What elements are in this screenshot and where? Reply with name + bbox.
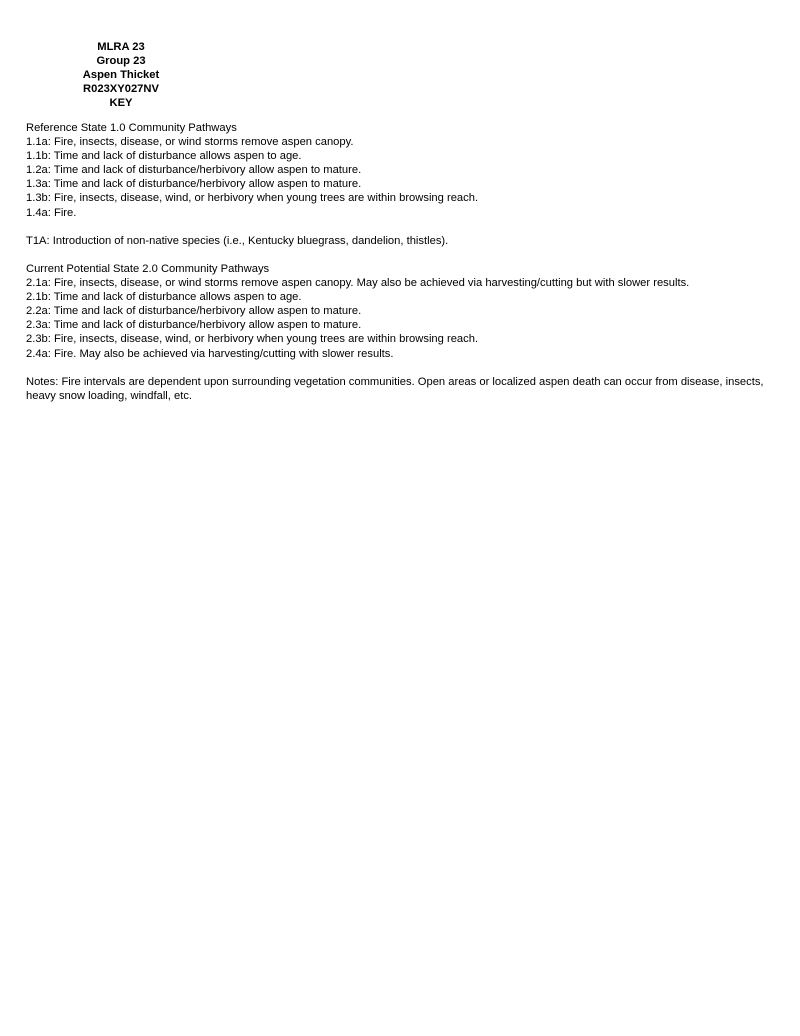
pathway-item: 1.3a: Time and lack of disturbance/herbivory allow aspen to mature.: [26, 178, 362, 191]
pathway-item: 2.4a: Fire. May also be achieved via harvesting/cutting with slower results.: [26, 347, 394, 360]
pathway-item: 1.3b: Fire, insects, disease, wind, or herbivory when young trees are within browsing reach.: [26, 192, 479, 205]
transition-text: T1A: Introduction of non-native species (i.e., Kentucky bluegrass, dandelion, thistles).: [26, 234, 449, 247]
reference-state-title: Reference State 1.0 Community Pathways: [26, 122, 237, 134]
transition-section: [26, 234, 774, 248]
header-group: Group 23: [96, 55, 146, 67]
notes-text: Notes: Fire intervals are dependent upon surrounding vegetation communities. Open areas or localized aspen death can occur from disease, insects, heavy snow loading, windfall, etc.: [26, 375, 764, 402]
pathway-item: 2.1a: Fire, insects, disease, or wind storms remove aspen canopy. May also be achieved via harvesting/cutting but with slower results.: [26, 277, 690, 290]
current-state-title: Current Potential State 2.0 Community Pathways: [26, 262, 270, 275]
document-header: [72, 40, 170, 110]
header-mlra: MLRA 23: [97, 41, 145, 53]
header-site-name: Aspen Thicket: [82, 69, 160, 81]
pathway-item: 2.2a: Time and lack of disturbance/herbivory allow aspen to mature.: [26, 305, 362, 318]
pathway-item: 2.3b: Fire, insects, disease, wind, or herbivory when young trees are within browsing reach.: [26, 333, 479, 346]
current-state-section: [26, 262, 774, 361]
pathway-item: 2.3a: Time and lack of disturbance/herbivory allow aspen to mature.: [26, 319, 362, 332]
header-site-id: R023XY027NV: [83, 83, 159, 95]
pathway-item: 1.4a: Fire.: [26, 206, 77, 219]
notes-section: [26, 375, 774, 403]
pathway-item: 2.1b: Time and lack of disturbance allows aspen to age.: [26, 291, 302, 304]
reference-state-section: [26, 121, 774, 220]
header-key: KEY: [109, 97, 133, 109]
document-body: [26, 121, 774, 403]
pathway-item: 1.1a: Fire, insects, disease, or wind storms remove aspen canopy.: [26, 136, 354, 149]
pathway-item: 1.2a: Time and lack of disturbance/herbivory allow aspen to mature.: [26, 164, 362, 177]
pathway-item: 1.1b: Time and lack of disturbance allows aspen to age.: [26, 150, 302, 163]
